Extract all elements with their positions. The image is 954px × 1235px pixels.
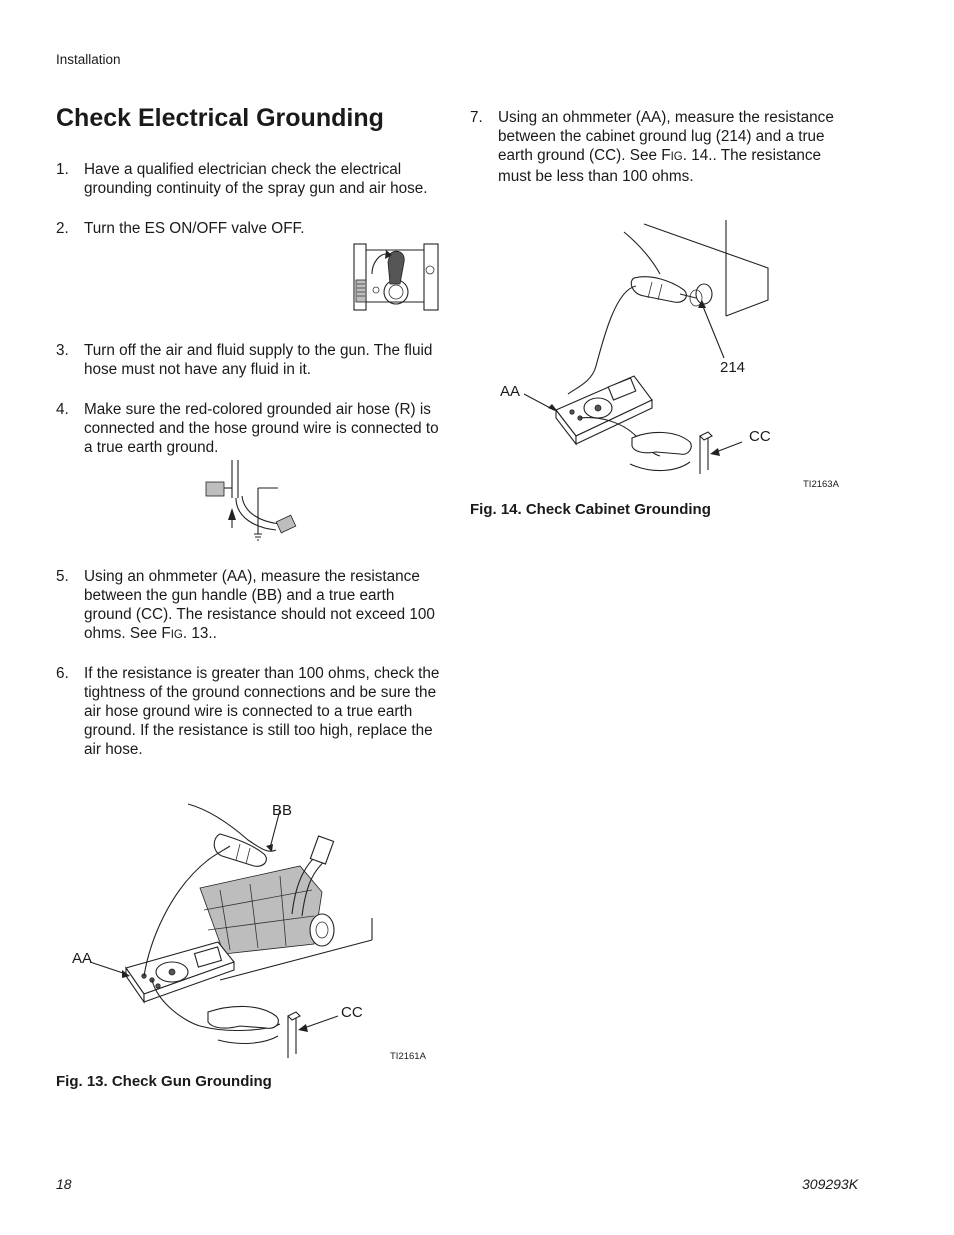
step-line: connected and the hose ground wire is connected to: [84, 420, 439, 437]
figure-13-illustration: [100, 790, 380, 1062]
step-line: Using an ohmmeter (AA), measure the resistance: [84, 568, 420, 585]
step-line: If the resistance is greater than 100 ohms, check the: [84, 665, 440, 682]
figure-ref-end: . 14.. The resistance: [682, 147, 822, 164]
document-number: 309293K: [802, 1176, 859, 1192]
step-line: Turn off the air and fluid supply to the gun. The fluid: [84, 342, 433, 359]
step-line: between the cabinet ground lug (214) and a true: [498, 128, 825, 145]
figure-14-label-cc: CC: [749, 428, 771, 445]
step-line: ohms. See F: [84, 625, 171, 642]
air-hose-illustration: [196, 458, 308, 548]
figure-ref-end: . 13..: [182, 625, 217, 642]
step-number: 4.: [56, 401, 69, 418]
page-title: Check Electrical Grounding: [56, 104, 384, 132]
step-line: a true earth ground.: [84, 439, 219, 456]
figure-14-illustration: [540, 216, 780, 478]
figure-13-label-bb: BB: [272, 802, 293, 819]
es-valve-illustration: [352, 240, 444, 318]
step-number: 7.: [470, 109, 483, 126]
figure-13-label-aa: AA: [72, 950, 93, 967]
step-line: grounding continuity of the spray gun and air hose.: [84, 180, 428, 197]
step-number: 6.: [56, 665, 69, 682]
figure-13-caption: Fig. 13. Check Gun Grounding: [56, 1073, 272, 1090]
figure-ref-smallcaps: IG: [170, 629, 183, 641]
page-number: 18: [56, 1176, 72, 1192]
step-line: air hose ground wire is connected to a true earth: [84, 703, 413, 720]
figure-14-label-214: 214: [720, 359, 746, 376]
step-line: tightness of the ground connections and be sure the: [84, 684, 437, 701]
step-line: earth ground (CC). See F: [498, 147, 671, 164]
step-line: hose must not have any fluid in it.: [84, 361, 312, 378]
step-number: 3.: [56, 342, 69, 359]
figure-14-label-aa: AA: [500, 383, 521, 400]
figure-14-code: TI2163A: [803, 479, 839, 490]
step-number: 1.: [56, 161, 69, 178]
step-number: 5.: [56, 568, 69, 585]
step-number: 2.: [56, 220, 69, 237]
figure-13-code: TI2161A: [390, 1051, 426, 1062]
step-line: Using an ohmmeter (AA), measure the resistance: [498, 109, 834, 126]
step-line: air hose.: [84, 741, 143, 758]
step-line: Turn the ES ON/OFF valve OFF.: [84, 220, 305, 237]
section-header: Installation: [56, 52, 121, 67]
figure-13-label-cc: CC: [341, 1004, 363, 1021]
step-line: Make sure the red-colored grounded air hose (R) is: [84, 401, 431, 418]
step-line: Have a qualified electrician check the electrical: [84, 161, 402, 178]
step-line: ground. If the resistance is still too high, replace the: [84, 722, 433, 739]
step-line: ground (CC). The resistance should not exceed 100: [84, 606, 435, 623]
step-line: between the gun handle (BB) and a true earth: [84, 587, 395, 604]
figure-14-caption: Fig. 14. Check Cabinet Grounding: [470, 501, 711, 518]
step-line: must be less than 100 ohms.: [498, 168, 694, 185]
figure-ref-smallcaps: IG: [670, 151, 683, 163]
